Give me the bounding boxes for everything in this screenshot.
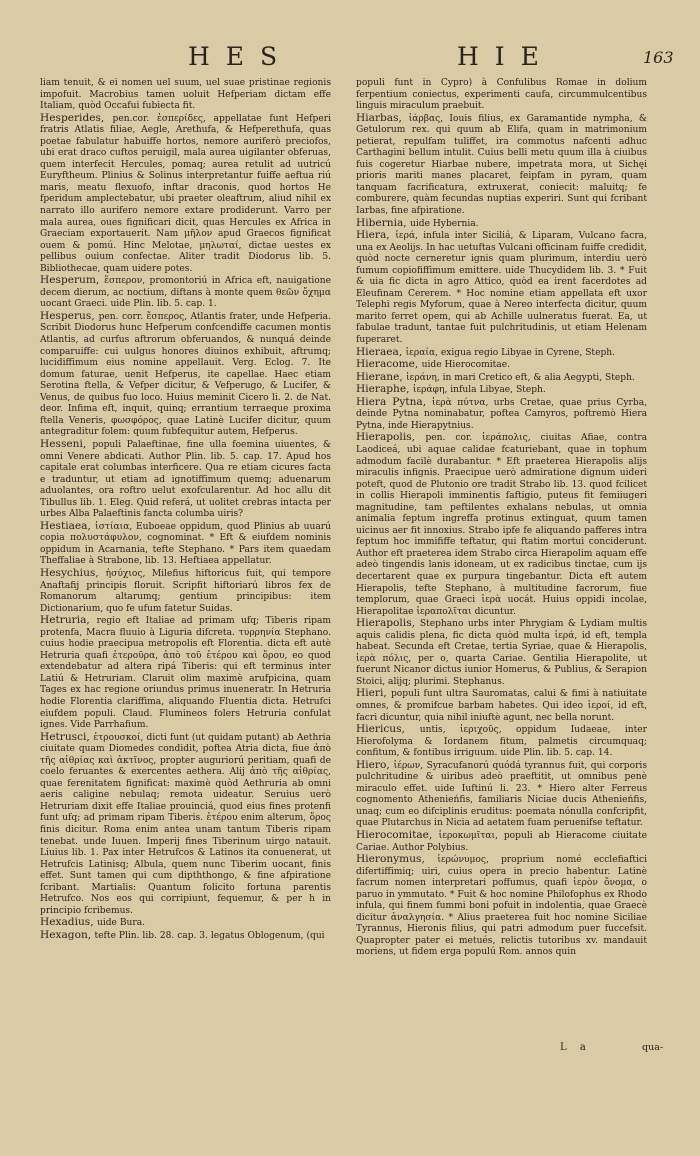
dictionary-entry — [356, 78, 647, 113]
dictionary-entry — [40, 439, 331, 521]
entry-headword: Hesperum, — [40, 274, 105, 287]
signature-mark: L a — [560, 1042, 591, 1053]
dictionary-entry — [40, 930, 331, 943]
entry-text: regio eft Italiae ad primam ufq; Tiberis ripam protenfa, Macra fluuio à Liguria difcreta. τυρρηνία Stephano. cuius hodie praecipua metropolis eft Florentia. dicta eft autè Hetruria quafi ἑτεροῦρα, ἀπὸ τοῦ ἑτέρου καὶ ὅρου, eo quod extendebatur ad altera ripá Tiberis: qui eft terminus inter Latiú & Hetruriam. Claruit olim maximè arufpicina, quam Tages ex hac regione oriundus primus inueneratr. In Hetruria hodie Florentia clariffima, aliquando Fluentia dicta. Hetrufci eiufdem populi. Claud. Flumineos folers Hetruria confulat ignes. Vide Parrhafium. — [40, 616, 331, 731]
entry-headword: Hierane, — [356, 370, 407, 383]
entry-headword: Hierocomitae, — [356, 829, 439, 841]
entry-headword: Hieraea, — [356, 345, 406, 358]
dictionary-entry — [356, 113, 647, 218]
entry-text: uide Hybernia. — [410, 218, 479, 229]
entry-text: ἡσύχιος, Milefius hiftoricus fuit, qui tempore Anaftafij principis floruit. Scripfit hiftoriarú libros fex de Romanorum altarumq; gentium principibus: item Dictionarium, quo fe ufum fatetur Suidas. — [40, 568, 331, 614]
dictionary-entry — [356, 618, 647, 688]
entry-text: untis, ἱεριχοῦς, oppidum Iudaeae, inter Hierofolyma & Iordanem fitum, palmetis circumquaq; confitum, & fontibus irriguum. uide Plin. lib. 5. cap. 14. — [356, 725, 648, 759]
entry-headword: Hesseni, — [40, 437, 93, 450]
entry-text: pen. cor. ἱεράπολις, ciuitas Afiae, contra Laodiceá, ubi aquae calidae fcaturiebant, quae in tophum admodum facilè durabantur. * Eft praeterea Hierapolis alijs miraculis infignis. Praecipue uerò admiratione dignum uideri poteft, quod de Plutonio ore tradit Strabo lib. 13. quod fcilicet in collis Hierapoli imminentis faftigio, puteus fit femiiugeri magnitudine, tam peftilentes exhalans nebulas, ut omnia animalia feptum ingreffa protinus extinguat, quum tamen uicinus aer fit innoxius. Strabo ipfe fe aliquando pafferes intra feptum hoc immififfe teftatur, qui ftatim mortui conciderunt. Author eft praeterea idem Strabo circa Hierapolim aquam effe adeò tingendis lanis idoneam, ut ex radicibus tinctae, cum ijs decertarent quae ex purpura tingebantur. Dicta eft autem Hierapolis, tefte Stephano, à multitudine facrorum, fiue templorum, quae Graeci ἱερὰ uocát. Huius oppidi incolae, Hierapolitae ἱεραπολῖται dicuntur. — [356, 433, 648, 617]
entry-text: ἑτρουσκοί, dicti funt (ut quidam putant) ab Aethria ciuitate quam Diomedes condidit, poftea Atria dicta, fiue ἀπὸ τῆς αἰθρίας καὶ ἀκτῖνος, propter auguriorú peritiam, quafi de coelo feruantes & exercentes aethera. Alij ἀπὸ τῆς αἰθρίας, quae ferenitatem fignificat: maximè quòd Aethruria ab omni aeris caligine nebulaq; remota uideatur. Seruius uerò Hetruriam dixit effe Italiae prouinciá, quod eius fines protenfi funt ufq; ad primam ripam Tiberis. ἑτέρου enim alterum, ὅρος finis dicitur. Roma enim antea unam tantum Tiberis ripam tenebat. unde Iuuen. Imperij fines Tiberinum uirgo natauit. Liuius lib. 1. Pax inter Hetrufcos & Latinos ita conuenerat, ut Hetrufcis Latinisq; Albula, quem nunc Tiberim uocant, finis effet. Sunt tamen qui cum dipththongo, & fine afpiratione fcribant. Martialis: Quantum folicito fortuna parentis Hetrufco. Nos eos qui corripiunt, fequemur, & per h in principio fcribemus. — [40, 732, 331, 916]
entry-headword: Hestiaea, — [40, 519, 96, 532]
entry-headword: Hieraphe, — [356, 383, 413, 396]
entry-headword: Hiera, — [356, 229, 396, 242]
dictionary-entry — [40, 78, 331, 113]
header-left: H E S — [188, 42, 282, 71]
entry-text: uide Bura. — [96, 918, 146, 929]
entry-headword: Hexagon, — [40, 928, 95, 941]
entry-text: ἱέρων, Syracufanorú quódá tyrannus fuit, qui corporis pulchritudine & uiribus adeò praeftitit, ut omnibus penè miraculo effet. uide Iuftinú li. 23. * Hiero alter Ferreus cognomento Athenieńfis, familiaris Niciae ducis Athenieńfis, unaq; cum eo difciplinis eruditus: poemata nónulla confcripfit, quae Plutarchus in Nicia ad aetatem fuam peruenifse teftatur. — [356, 760, 647, 829]
entry-text: tefte Plin. lib. 28. cap. 3. legatus Oblogenum, (qui — [94, 930, 325, 941]
entry-headword: Hesperus, — [40, 309, 99, 322]
entry-headword: Hiero, — [356, 758, 394, 771]
entry-headword: Hieracome, — [356, 358, 422, 371]
entry-headword: Hiera Pytna, — [356, 395, 433, 408]
running-header — [0, 42, 700, 76]
entry-headword: Hibernia, — [356, 216, 411, 229]
entry-text: ἱεροκωμῖται, populi ab Hieracome ciuitate Cariae. Author Polybius. — [356, 831, 647, 853]
entry-text: ἱστίαια, Euboeae oppidum, quod Plinius ab uuarú copia πολυστάφυλον, cognominat. * Eft & eiufdem nominis oppidum in Acarnania, tefte Stephano. * Pars item quaedam Theffaliae à Strabone, lib. 13. Heftiaea appellatur. — [40, 521, 331, 567]
right-column — [356, 78, 647, 959]
entry-text: ἱερά, infula inter Siciliá, & Liparam, Vulcano facra, una ex Aeolijs. In hac uetuftas Vulcani officinam fuiffe credidit, quòd nocte cerneretur ignis quam plurimum, interdiu uerò fumum copiofiffimum emittere. uide Thucydidem lib. 3. * Fuit & uia fic dicta in agro Attico, quòd ea irent facerdotes ad Eleufinam Cererem. * Hoc nomine etiam appellata eft uxor Telephi regis Myforum, quae à Nereo interfecta dicitur, quum marito ferret opem, qui ab Achille uulneratus fuerat. Ea, ut fabulae tradunt, tantae fuit pulchritudinis, ut etiam Helenam fuperaret. — [356, 231, 647, 346]
dictionary-entry — [356, 397, 647, 433]
entry-text: ἱεράφη, infula Libyae, Steph. — [412, 385, 546, 396]
entry-headword: Hesychius, — [40, 566, 106, 579]
dictionary-entry — [356, 830, 647, 854]
entry-headword: Hesperides, — [40, 111, 113, 124]
page-number: 163 — [643, 48, 674, 67]
entry-headword: Hetrusci, — [40, 730, 94, 743]
dictionary-entry — [40, 113, 331, 276]
entry-text: ἱεραία, exigua regio Libyae in Cyrene, Steph. — [405, 347, 616, 358]
entry-headword: Hieri, — [356, 687, 391, 700]
dictionary-entry — [356, 688, 647, 724]
catchword: qua- — [642, 1042, 664, 1053]
entry-text: populi Palaeftinae, fine ulla foemina uiuentes, & omni Venere abdicati. Author Plin. lib. 5. cap. 17. Apud hos capitale erat columbas interficere. Qua re etiam cicures facta e traduntur, ut etiam ad ignotiffimum quemq; aduenarum aduolantes, ora roftro uelut exofcularentur. Ad hoc allu dit Tibullus lib. 1. Eleg. Quid referá, ut uolitet crebras intacta per urbes Alba Palaeftinis fancta columba uiris? — [40, 439, 331, 520]
header-right: H I E — [457, 42, 543, 71]
dictionary-entry — [356, 854, 647, 959]
entry-headword: Hierapolis, — [356, 617, 420, 630]
dictionary-entry — [40, 568, 331, 615]
dictionary-entry — [40, 732, 331, 918]
entry-text: ἱεράνη, in mari Cretico eft, & alia Aegypti, Steph. — [406, 372, 635, 383]
dictionary-entry — [40, 311, 331, 439]
entry-text: populi funt ultra Sauromatas, calui & fimi à natiuitate omnes, & promifcue barbam habetes. Qui ideo ἱεροί, id eft, facri dicuntur, quia nihil iniuftè agunt, nec bella norunt. — [356, 689, 647, 723]
entry-headword: Hexadius, — [40, 916, 97, 929]
dictionary-entry — [40, 521, 331, 568]
entry-text: populi funt in Cypro) à Confulibus Romae in dolium ferpentium coniectus, experimenti caufa, circummulcentibus linguis miraculum praebuit. — [356, 78, 647, 112]
entry-text: ἕσπερον, promontoriú in Africa eft, nauigatione decem dierum, ac noctium, diftans à monte quem θεῶν ὄχημα uocant Graeci. uide Plin. lib. 5. cap. 1. — [40, 276, 331, 310]
entry-text: ἰάρβας, Iouis filius, ex Garamantide nympha, & Getulorum rex. qui quum ab Elifa, quam in matrimonium petierat, repulfam tuliffet, ira commotus nafcenti adhuc Carthagini bellum intulit. Cuius belli metu quum illa à ciuibus fuis cogeretur Hiarbae nubere, impetrata mora, ut Sichęi prioris mariti manes placaret, feipfam in pyram, quam tanquam facrificatura, extruxerat, coniecit: maluitq; fe comburere, quàm fecundas nuptias experiri. Sunt qui fcribant Iarbas, fine afpiratione. — [356, 113, 647, 217]
entry-text: ἱερώνυμος, proprium nomé ecclefiaftici difertiffimiq; uiri, cuius opera in precio habentur. Latinè facrum nomen interpretari poffumus, quafi ἱερὸν ὄνομα, o paruo in ymmutato. * Fuit & hoc nomine Philofophus ex Rhodo infula, qui finem fummi boni pofuit in indolentia, quae Graecè dicitur ἀναλγησία. * Alius praeterea fuit hoc nomine Siciliae Tyrannus, Hieronis filius, qui patri admodum puer fuccefsit. Quapropter pater ei metués, relictis tutoribus xv. mandauit moriens, ut fidem erga populú Rom. annos quin — [356, 855, 647, 958]
dictionary-entry — [356, 432, 647, 618]
entry-text: ἱερὰ πύτνα, urbs Cretae, quae prius Cyrba, deinde Pytna nominabatur, poftea Camyros, poftremò Hiera Pytna, inde Hierapytnius. — [356, 397, 648, 431]
entry-text: Stephano urbs inter Phrygiam & Lydiam multis aquis calidis plena, fic dicta quòd multa ἱερά, id eft, templa habeat. Secunda eft Cretae, tertia Syriae, quae & Hierapolis, ἱερὰ πόλις, per o, quarta Cariae. Gentilia Hierapolite, ut fuerunt Nicanor dictus iunior Homerus, & Publius, & Serapion Stoici, alijq; plurimi. Stephanus. — [356, 619, 647, 687]
entry-text: uide Hierocomitae. — [421, 360, 510, 371]
dictionary-entry — [356, 724, 647, 760]
entry-headword: Hierapolis, — [356, 431, 426, 444]
entry-headword: Hiarbas, — [356, 111, 409, 124]
entry-headword: Hieronymus, — [356, 853, 438, 866]
entry-headword: Hetruria, — [40, 614, 97, 627]
dictionary-entry — [40, 275, 331, 311]
dictionary-entry — [40, 615, 331, 731]
dictionary-entry — [356, 230, 647, 346]
left-column — [40, 78, 331, 942]
entry-text: liam tenuit, & ei nomen uel suum, uel suae pristinae regionis impofuit. Macrobius tamen uoluit Hefperiam dictam effe Italiam, quòd Occafui fubiecta fit. — [40, 78, 331, 112]
entry-headword: Hiericus, — [356, 723, 420, 736]
entry-text: pen.cor. ἑσπερίδες, appellatae funt Hefperi fratris Atlatis filiae, Aegle, Arethufa, & Hefperethufa, quas poetae fabulatur habuiffe hortos, nemore auriferò preciofos, ubi erat draco cuftos peruigil, mala aurea uigilanter obferuas, quem interfecit Hercules, pomaq; aurea retulit ad uutricú Euryftheum. Plinius & Solinus interpretantur fuiffe aeftua riú maris, meatu flexuofo, inftar draconis, quod hortos He fperidum amplectebatur, ubi praeter oleaftrum, aliud nihil ex narrato illo aurifero nemore extare prodiderunt. Varro per mala aurea, oues fignificari dicit, quas Hercules ex Africa in Graeciam exportauerit. Nam μῆλον apud Graecos fignificat ouem & pomú. Hinc Melotae, μηλωταί, dictae uestes ex pellibus ouium confectae. Aliter tradit Diodorus lib. 5. Bibliothecae, quam uidere potes. — [40, 113, 331, 274]
entry-text: pen. corr. ἕσπερος, Atlantis frater, unde Hefperia. Scribit Diodorus hunc Hefperum confcendiffe cacumen montis Atlantis, ad curfus aftrorum obferuandos, & nunquá deinde comparuiffe: cui uulgus honores diuinos exhibuit, aftrumq; lucidiffimum eius nomine appellauit. Verg. Eclog. 7. Ite domum faturae, uenit Hefperus, ite capellae. Haec etiam Serotina ftella, & Vefper dicitur, & Vefperugo, & Lucifer, & Venus, de quibus fuo loco. Huius meminit Cicero li. 2. de Nat. deor. Infima eft, inquit, quinq; errantium terraeque proxima ftella Veneris, φωσφόρος, quae Latinè Lucifer dicitur, quum antegraditur folem: quum fubfequitur autem, Hefperus. — [40, 311, 331, 438]
dictionary-entry — [356, 218, 647, 231]
dictionary-entry — [356, 760, 647, 830]
